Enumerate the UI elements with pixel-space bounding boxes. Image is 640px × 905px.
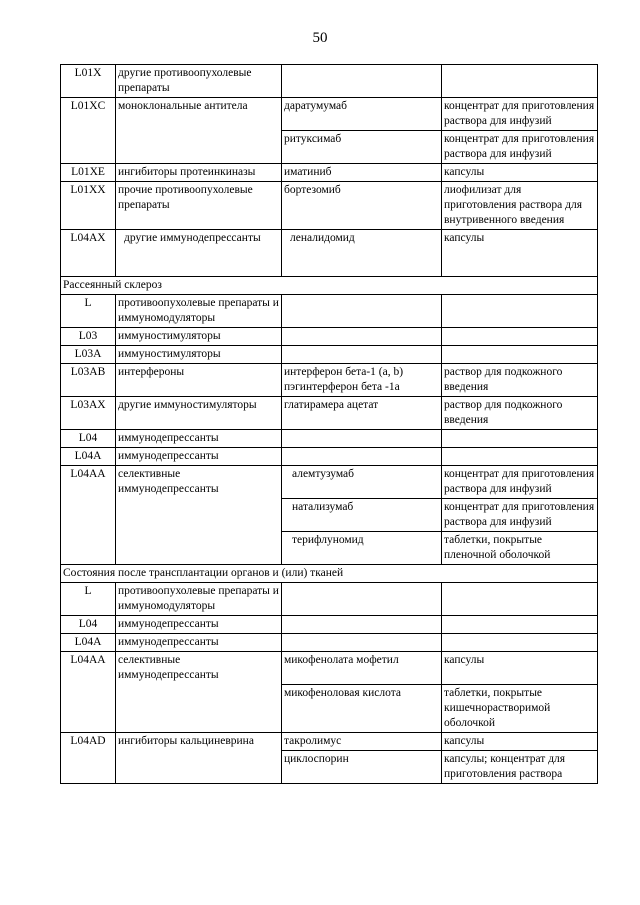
drug-name: глатирамера ацетат (282, 397, 442, 430)
table-row (61, 750, 598, 783)
pharm-group: иммунодепрессанты (116, 634, 282, 652)
pharm-group: селективные иммунодепрессанты (116, 466, 282, 499)
drug-name: циклоспорин (282, 750, 442, 783)
table-row (61, 634, 598, 652)
dosage-form (442, 430, 598, 448)
drug-name: такролимус (282, 732, 442, 750)
drug-name: терифлуномид (282, 532, 442, 565)
pharm-group: иммунодепрессанты (116, 430, 282, 448)
pharm-group: другие противоопухолевые препараты (116, 65, 282, 98)
dosage-form: капсулы (442, 652, 598, 685)
atc-code: L04 (61, 616, 116, 634)
dosage-form: раствор для подкожного введения (442, 364, 598, 397)
table-row (61, 616, 598, 634)
pharm-group (116, 131, 282, 164)
pharm-group: моноклональные антитела (116, 98, 282, 131)
dosage-form (442, 448, 598, 466)
pharm-group: иммуностимуляторы (116, 346, 282, 364)
table-row (61, 466, 598, 499)
pharm-group: интерфероны (116, 364, 282, 397)
atc-code: L03A (61, 346, 116, 364)
atc-code: L04A (61, 634, 116, 652)
dosage-form: концентрат для приготовления раствора для инфузий (442, 131, 598, 164)
drug-name: микофенолата мофетил (282, 652, 442, 685)
drug-name: даратумумаб (282, 98, 442, 131)
dosage-form (442, 634, 598, 652)
section-row (61, 565, 598, 583)
dosage-form: концентрат для приготовления раствора для инфузий (442, 466, 598, 499)
table-row (61, 164, 598, 182)
table-row (61, 328, 598, 346)
dosage-form (442, 295, 598, 328)
drug-name: интерферон бета-1 (a, b) пэгинтерферон бета -1а (282, 364, 442, 397)
atc-code (61, 131, 116, 164)
table-row (61, 295, 598, 328)
drug-name: бортезомиб (282, 182, 442, 230)
atc-code: L04AA (61, 652, 116, 685)
drug-name (282, 430, 442, 448)
atc-code: L (61, 295, 116, 328)
table-row (61, 364, 598, 397)
pharm-group: прочие противоопухолевые препараты (116, 182, 282, 230)
dosage-form: таблетки, покрытые пленочной оболочкой (442, 532, 598, 565)
drug-table (60, 64, 598, 784)
drug-name (282, 328, 442, 346)
pharm-group: селективные иммунодепрессанты (116, 652, 282, 685)
table-row (61, 182, 598, 230)
atc-code (61, 499, 116, 532)
drug-name: алемтузумаб (282, 466, 442, 499)
atc-code (61, 750, 116, 783)
pharm-group: ингибиторы протеинкиназы (116, 164, 282, 182)
drug-name: иматиниб (282, 164, 442, 182)
atc-code: L04 (61, 430, 116, 448)
atc-code (61, 684, 116, 732)
atc-code: L03 (61, 328, 116, 346)
dosage-form (442, 616, 598, 634)
drug-name: натализумаб (282, 499, 442, 532)
dosage-form (442, 328, 598, 346)
drug-name (282, 65, 442, 98)
pharm-group: иммунодепрессанты (116, 448, 282, 466)
atc-code: L01X (61, 65, 116, 98)
pharm-group (116, 750, 282, 783)
drug-name (282, 583, 442, 616)
table-row (61, 346, 598, 364)
dosage-form (442, 583, 598, 616)
drug-name: ритуксимаб (282, 131, 442, 164)
atc-code: L01XX (61, 182, 116, 230)
dosage-form (442, 346, 598, 364)
section-row (61, 277, 598, 295)
pharm-group (116, 499, 282, 532)
table-row (61, 397, 598, 430)
dosage-form: раствор для подкожного введения (442, 397, 598, 430)
atc-code: L01XE (61, 164, 116, 182)
pharm-group (116, 684, 282, 732)
atc-code: L01XC (61, 98, 116, 131)
pharm-group: иммуностимуляторы (116, 328, 282, 346)
table-row (61, 448, 598, 466)
drug-name (282, 346, 442, 364)
pharm-group: противоопухолевые препараты и иммуномодуляторы (116, 295, 282, 328)
pharm-group: ингибиторы кальциневрина (116, 732, 282, 750)
pharm-group: другие иммуностимуляторы (116, 397, 282, 430)
table-row (61, 652, 598, 685)
section-title: Состояния после трансплантации органов и (или) тканей (61, 565, 598, 583)
drug-name: леналидомид (282, 230, 442, 277)
table-row (61, 583, 598, 616)
dosage-form (442, 65, 598, 98)
atc-code: L04AD (61, 732, 116, 750)
pharm-group: другие иммунодепрессанты (116, 230, 282, 277)
dosage-form: концентрат для приготовления раствора для инфузий (442, 98, 598, 131)
atc-code: L03AB (61, 364, 116, 397)
table-row (61, 684, 598, 732)
page-number: 50 (312, 30, 328, 46)
dosage-form: капсулы; концентрат для приготовления раствора (442, 750, 598, 783)
atc-code (61, 532, 116, 565)
table-row (61, 499, 598, 532)
table-row (61, 732, 598, 750)
atc-code: L04AA (61, 466, 116, 499)
dosage-form: лиофилизат для приготовления раствора для внутривенного введения (442, 182, 598, 230)
pharm-group: иммунодепрессанты (116, 616, 282, 634)
dosage-form: капсулы (442, 164, 598, 182)
dosage-form: капсулы (442, 230, 598, 277)
drug-name (282, 634, 442, 652)
dosage-form: капсулы (442, 732, 598, 750)
pharm-group: противоопухолевые препараты и иммуномодуляторы (116, 583, 282, 616)
table-row (61, 230, 598, 277)
atc-code: L03AX (61, 397, 116, 430)
table-row (61, 131, 598, 164)
drug-name: микофеноловая кислота (282, 684, 442, 732)
pharm-group (116, 532, 282, 565)
drug-name (282, 295, 442, 328)
table-row (61, 430, 598, 448)
dosage-form: концентрат для приготовления раствора для инфузий (442, 499, 598, 532)
atc-code: L04A (61, 448, 116, 466)
drug-name (282, 448, 442, 466)
dosage-form: таблетки, покрытые кишечнорастворимой оболочкой (442, 684, 598, 732)
drug-name (282, 616, 442, 634)
table-row (61, 98, 598, 131)
atc-code: L (61, 583, 116, 616)
atc-code: L04AX (61, 230, 116, 277)
section-title: Рассеянный склероз (61, 277, 598, 295)
table-row (61, 532, 598, 565)
table-row (61, 65, 598, 98)
